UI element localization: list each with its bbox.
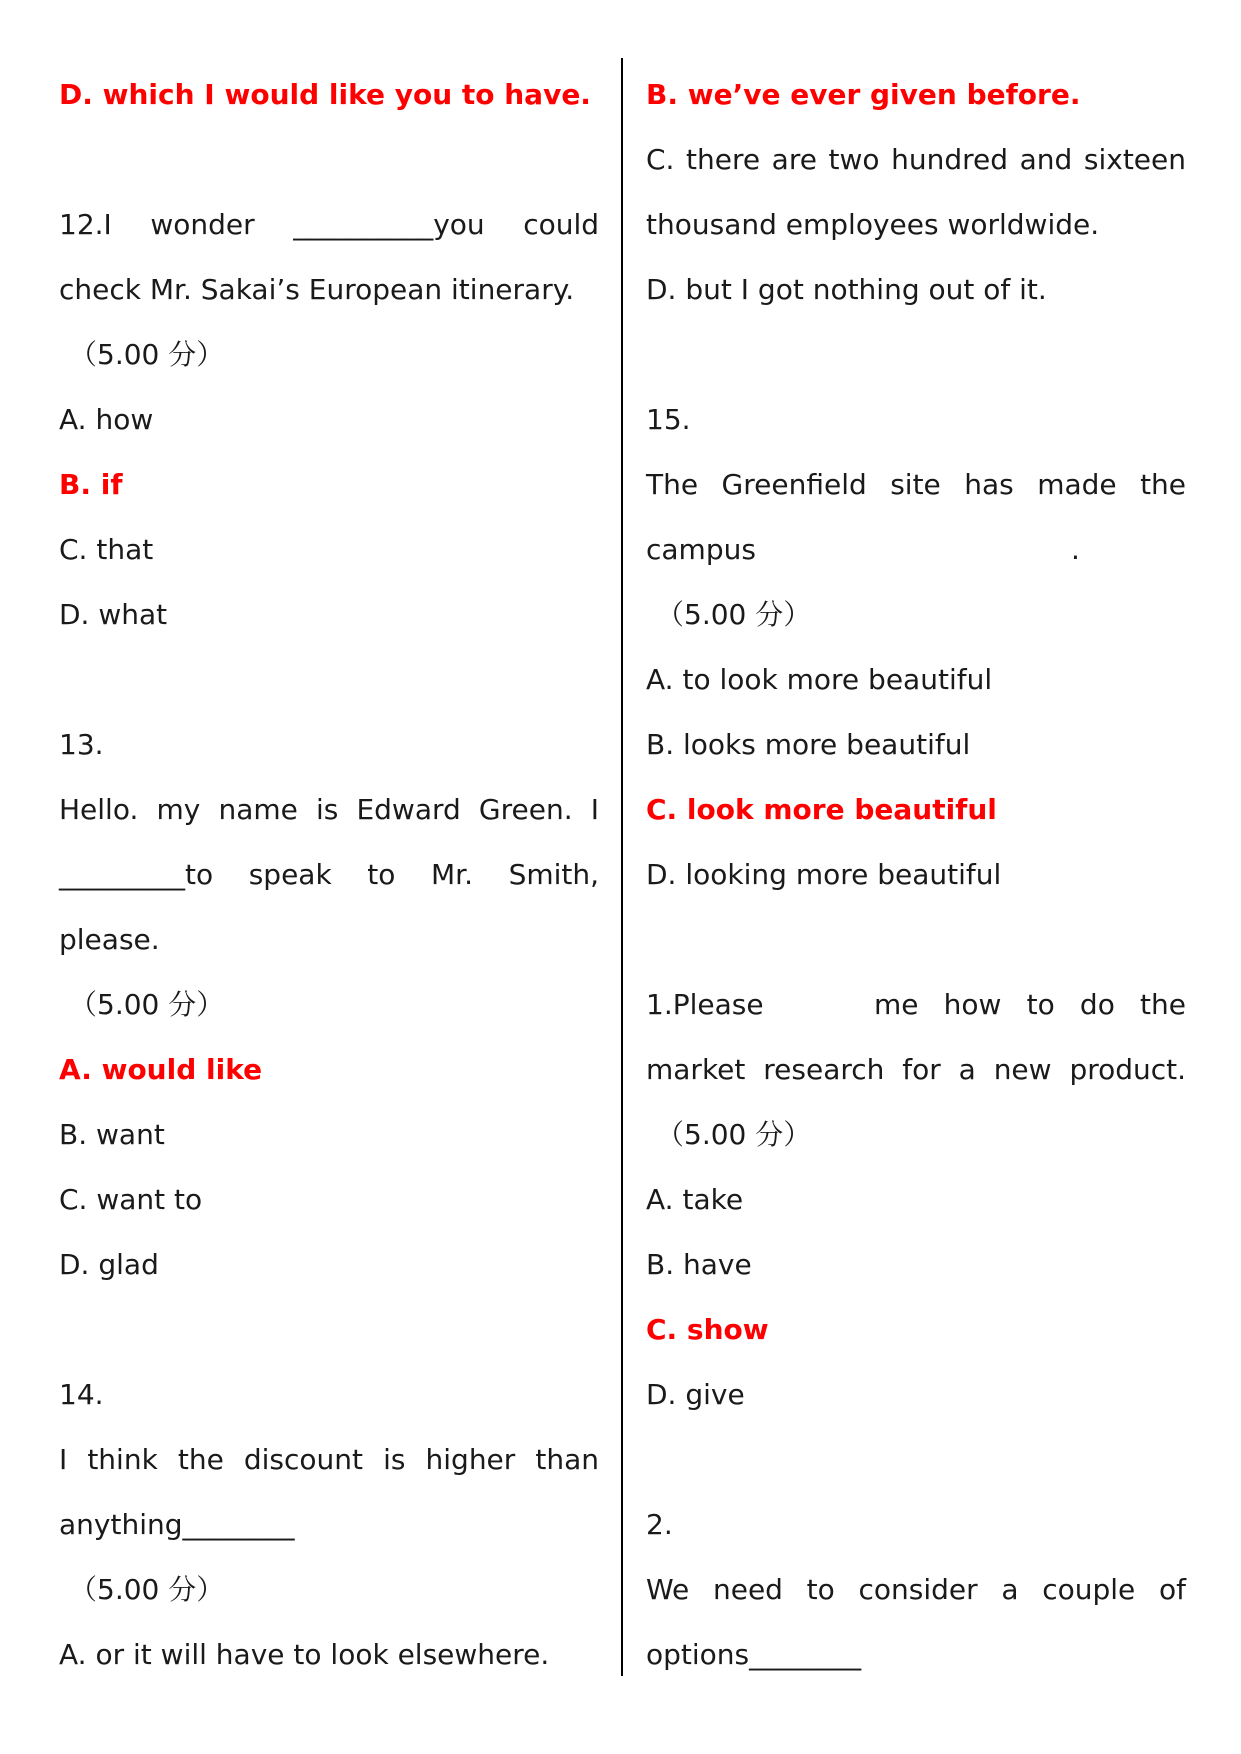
q1-line-2: market research for a new product. [646,1053,1187,1086]
q15-option-a: A. to look more beautiful [646,663,993,696]
q12-score: （5.00 分） [69,338,225,371]
q14-option-d: D. but I got nothing out of it. [646,273,1047,306]
q13-option-d: D. glad [59,1248,159,1281]
q13-number: 13. [59,728,104,761]
q13-line-1: Hello. my name is Edward Green. I [59,793,599,826]
q14-score: （5.00 分） [69,1573,225,1606]
q15-option-c-correct: C. look more beautiful [646,793,997,826]
q14-line-2: anything________ [59,1508,295,1541]
q15-number: 15. [646,403,691,436]
left-column [59,62,599,1687]
q13-option-a-correct: A. would like [59,1053,263,1086]
q15-option-d: D. looking more beautiful [646,858,1002,891]
q13-option-b: B. want [59,1118,165,1151]
q14-option-c-cont: thousand employees worldwide. [646,208,1100,241]
q15-line-2: campus . [646,533,1080,566]
column-divider [621,58,623,1676]
q14-number: 14. [59,1378,104,1411]
prev-question-option-d-correct: D. which I would like you to have. [59,78,591,111]
q12-option-a: A. how [59,403,154,436]
q2-line-2: options________ [646,1638,862,1671]
q12-option-b-correct: B. if [59,468,123,501]
q2-line-1: We need to consider a couple of [646,1573,1186,1606]
q15-line-1: The Greenfield site has made the [646,468,1187,501]
q1-option-d: D. give [646,1378,745,1411]
q1-line-1: 1.Please me how to do the [646,988,1186,1021]
q13-line-2: _________to speak to Mr. Smith, [59,858,600,891]
q12-option-c: C. that [59,533,154,566]
q13-line-3: please. [59,923,160,956]
q14-line-1: I think the discount is higher than [59,1443,600,1476]
q13-option-c: C. want to [59,1183,203,1216]
q2-number: 2. [646,1508,673,1541]
q1-score: （5.00 分） [656,1118,812,1151]
q1-option-a: A. take [646,1183,744,1216]
right-column [646,62,1186,1687]
q14-option-b-correct: B. we’ve ever given before. [646,78,1081,111]
q14-option-c: C. there are two hundred and sixteen [646,143,1186,176]
q13-score: （5.00 分） [69,988,225,1021]
q12-option-d: D. what [59,598,168,631]
q14-option-a: A. or it will have to look elsewhere. [59,1638,550,1671]
q15-option-b: B. looks more beautiful [646,728,971,761]
q12-line-2: check Mr. Sakai’s European itinerary. [59,273,575,306]
q15-score: （5.00 分） [656,598,812,631]
q1-option-c-correct: C. show [646,1313,769,1346]
q12-line-1: 12.I wonder __________you could [59,208,600,241]
q1-option-b: B. have [646,1248,752,1281]
